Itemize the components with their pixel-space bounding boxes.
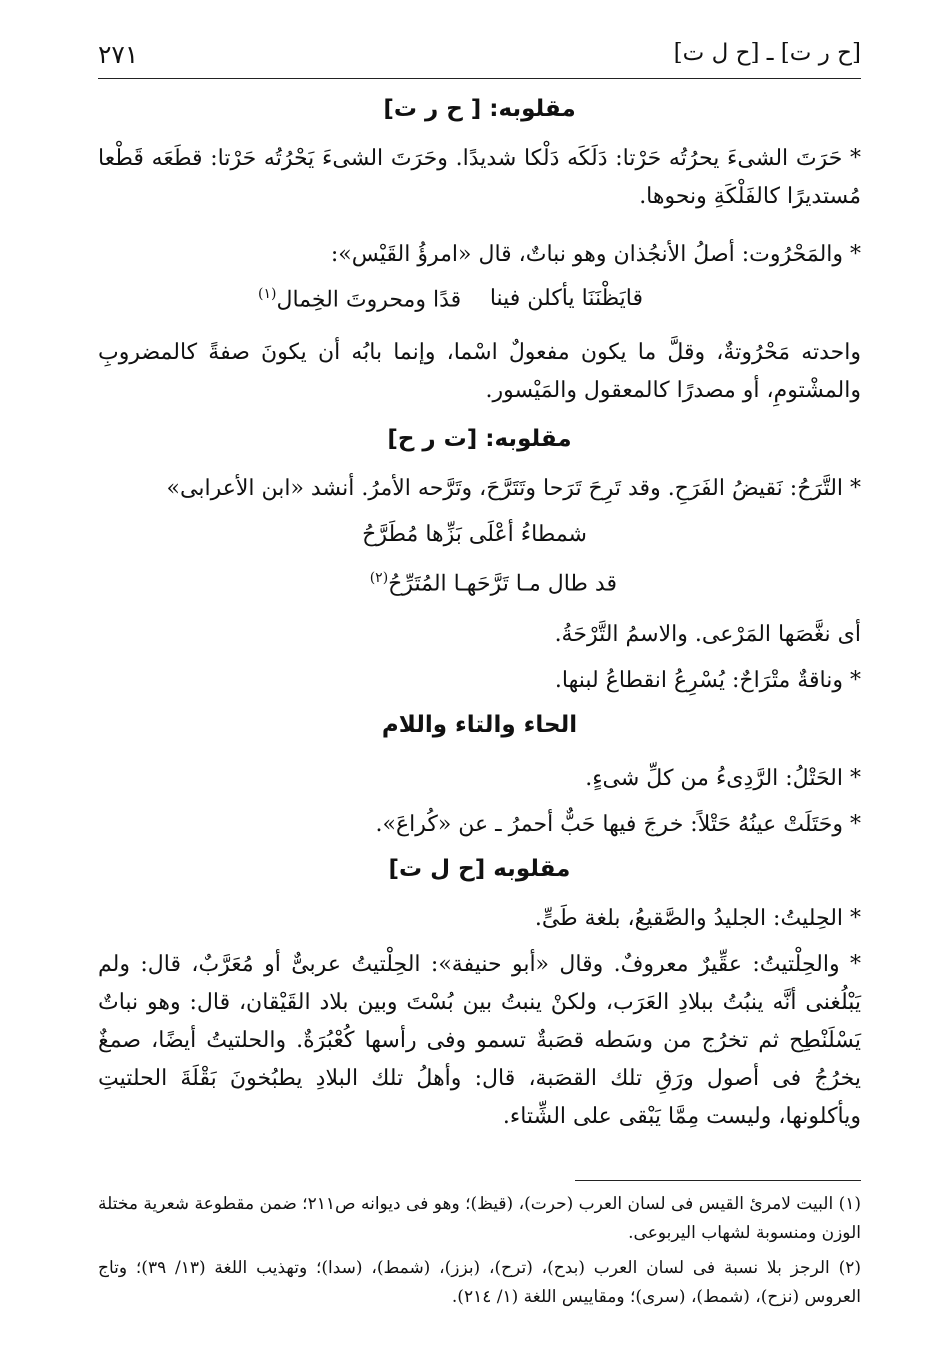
footnote-ref-1: (١) xyxy=(258,286,277,302)
verse2-line2-text: قد طال مـا تَرَّحَهـا المُتَرِّحُ xyxy=(388,571,617,597)
paragraph-hatalat: * وحَتَلَتْ عينُهُ حَتْلاً: خرجَ فيها حَبٌّ أحمرُ ـ عن «كُراعَ». xyxy=(375,812,861,837)
running-title: [ح ر ت] ـ [ح ل ت] xyxy=(673,40,861,66)
footnote-1: (١) البيت لامرئ القيس فى لسان العرب (حرت)، (قيظ)؛ وهو فى ديوانه ص٢١١؛ ضمن مقطوعة شعرية مختلة الوزن ومنسوبة لشهاب اليربوعى. xyxy=(98,1194,861,1243)
paragraph-tarah: * التَّرَحُ: نَقيضُ الفَرَحِ. وقد تَرِحَ تَرَحا وتَتَرَّحَ، وتَرَّحه الأمرُ. أنشد «ابن الأعرابى» xyxy=(166,476,861,501)
paragraph-naqa: * وناقةٌ متْرَاحٌ: يُسْرِعُ انقطاعُ لبنها. xyxy=(554,668,861,693)
paragraph-mahrut: * والمَحْرُوت: أصلُ الأنجُذان وهو نباتٌ، قال «امرؤُ القَيْس»: xyxy=(330,242,861,267)
footnote-ref-2: (٢) xyxy=(369,570,389,586)
paragraph-hrt: * حَرَتَ الشىءَ يحرُتُه حَرْتا: دَلَكَه دَلْكا شديدًا. وحَرَتَ الشىءَ يَحْرُتُه حَرْتا: قطَعَه قَطْعا مُستديرًا كالفَلْكَةِ ونحوها. xyxy=(98,146,861,209)
paragraph-hlit: * الحِليتُ: الجليدُ والصَّقيعُ، بلغة طَىٍّ. xyxy=(534,906,861,931)
section-heading-hrt: مقلوبه: [ ح ر ت] xyxy=(383,96,576,122)
footnote-rule xyxy=(575,1180,861,1181)
paragraph-hiltit: * والحِلْتيتُ: عقِّيرٌ معروفٌ. وقال «أبو حنيفة»: الحِلْتيتُ عربىٌّ أو مُعَرَّبٌ، قال: ولم يَبْلُغنى أنَّه ينبُتُ ببلادِ العَرَب، ولكنْ ينبتُ بين بُسْتَ وبين بلاد القَيْقان، قال: وهو نباتٌ يَسْلَنْطِح ثم تخرُج من وسَطه قصَبةٌ تسمو وفى رأسها كُعْبُرَةٌ. والحلتيتُ أيضًا، صمغٌ يخرُجُ فى أصول ورَقِ تلك القصَبة، قال: وأهلُ تلك البلادِ يطبُخونَ بَقْلَةَ الحلتيتِ ويأكلونها، وليست مِمَّا يَبْقى على الشِّتاء. xyxy=(98,952,861,1129)
section-heading-hlt: مقلوبه [ح ل ت] xyxy=(388,856,571,882)
paragraph-naghghasaha: أى نغَّصَها المَرْعى. والاسمُ التَّرْحَةُ. xyxy=(554,622,861,647)
paragraph-wahidatuhu: واحدته مَحْرُوتةٌ، وقلَّ ما يكون مفعولٌ اسْما، وإنما بابُه أن يكونَ صفةً كالمضروبِ والمشْتومِ، أو مصدرًا كالمعقول والمَيْسور. xyxy=(98,340,861,403)
verse2-line1: شمطاءُ أعْلَى بَزِّها مُطَرَّحُ xyxy=(362,522,587,547)
verse1-second-hemistich xyxy=(258,286,461,312)
page-number: ٢٧١ xyxy=(98,40,139,69)
verse1-text: قدًا ومحروتَ الخِمال xyxy=(276,287,462,313)
footnote-2: (٢) الرجز بلا نسبة فى لسان العرب (بدح)، (ترح)، (بزز)، (شمط)، (سدا)؛ وتهذيب اللغة (١٣/ ٣٩)؛ وتاج العروس (نزح)، (شمط)، (سرى)؛ ومقاييس اللغة (١/ ٢١٤). xyxy=(98,1258,861,1307)
verse1-first-hemistich: قايَظْنَنَا يأكلن فينا xyxy=(489,286,643,311)
section-heading-hta: الحاء والتاء واللام xyxy=(381,712,578,738)
section-heading-trh: مقلوبه: [ت ر ح] xyxy=(387,426,572,452)
paragraph-hatl: * الحَتْلُ: الرَّدِىءُ من كلِّ شىءٍ. xyxy=(585,766,861,791)
header-rule xyxy=(98,78,861,79)
verse2-line2 xyxy=(370,570,617,596)
